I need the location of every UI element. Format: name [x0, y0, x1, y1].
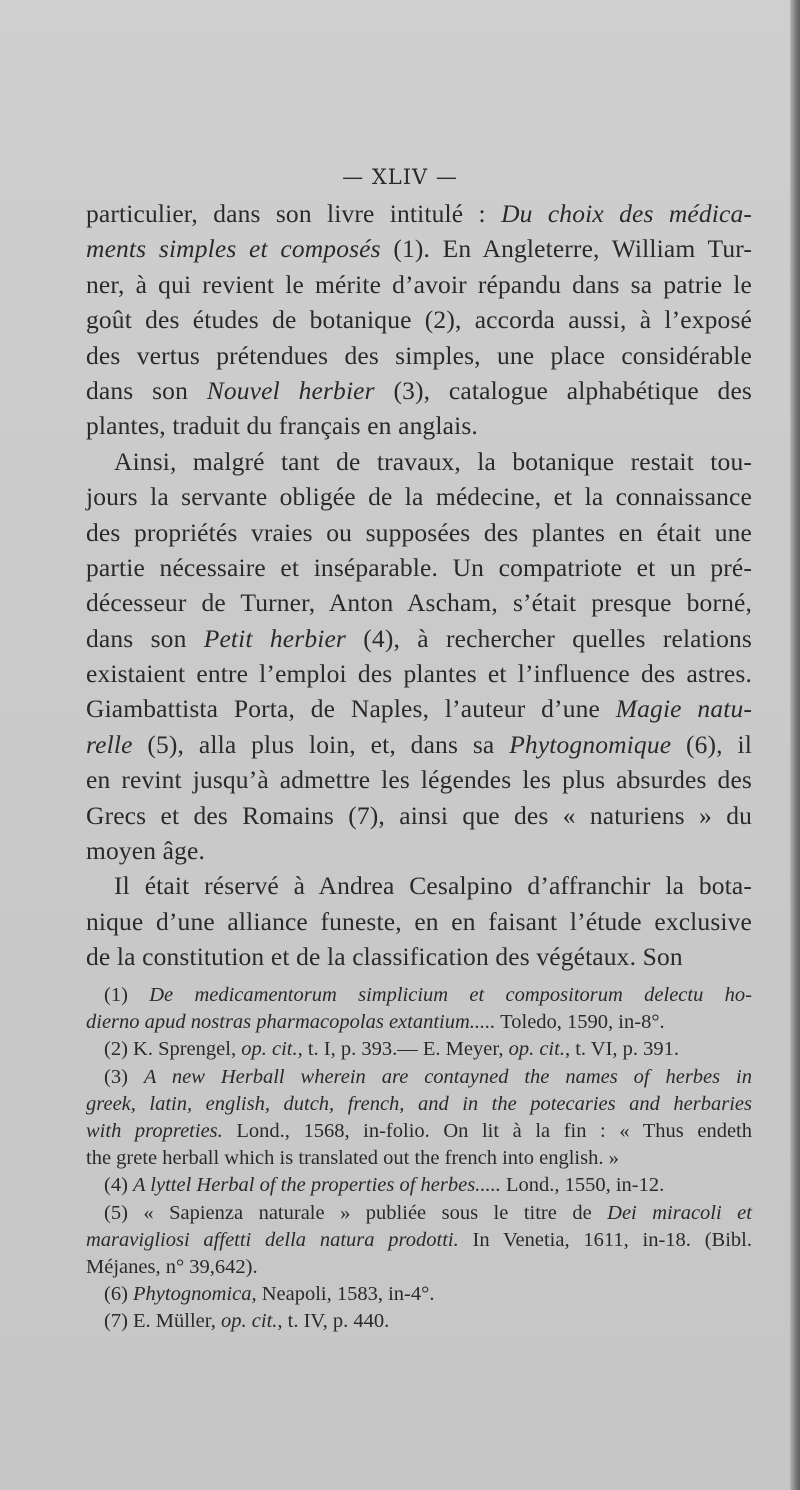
- body-line: [86, 373, 752, 408]
- body-text: [86, 196, 752, 975]
- body-line: [86, 408, 752, 443]
- text-run: Lond., 1550, in-12.: [500, 1174, 665, 1197]
- text-run: (2) K. Sprengel,: [104, 1038, 242, 1061]
- text-run: , t. VI, p. 391.: [564, 1038, 680, 1061]
- text-run: des propriétés vraies ou supposées des plantes en était une: [86, 517, 752, 547]
- text-run: (5) « Sapienza naturale » publiée sous le titre de: [104, 1201, 608, 1224]
- text-run: In Venetia, 1611, in-18. (Bibl.: [458, 1228, 752, 1251]
- text-run: particulier, dans son livre intitulé :: [86, 199, 502, 228]
- body-line: [86, 939, 752, 974]
- text-run: nique d’une alliance funeste, en en faisant l’étude exclusive: [86, 906, 752, 936]
- body-line: [86, 904, 752, 939]
- text-run: Ainsi, malgré tant de travaux, la botanique restait tou-: [114, 446, 752, 476]
- body-line: [86, 231, 752, 266]
- text-run: partie nécessaire et inséparable. Un compatriote et un pré-: [86, 552, 752, 582]
- text-run: (7) E. Müller,: [104, 1310, 222, 1333]
- body-line: [86, 444, 752, 479]
- text-run: de la constitution et de la classification des végétaux. Son: [86, 942, 683, 972]
- text-run: Dei miracoli et: [607, 1201, 752, 1224]
- footnote-line: [86, 1009, 752, 1036]
- text-run: en revint jusqu’à admettre les légendes les plus absurdes des: [86, 765, 752, 795]
- text-run: (4), à rechercher quelles relations: [346, 623, 752, 653]
- text-run: greek, latin, english, dutch, french, and in the potecaries and herbaries: [86, 1092, 752, 1115]
- page-edge: [790, 0, 800, 1490]
- text-run: op. cit.: [241, 1038, 298, 1061]
- page-number: — XLIV —: [342, 165, 458, 189]
- body-line: [86, 585, 752, 620]
- text-run: Du choix des médica-: [501, 199, 752, 228]
- text-run: des vertus prétendues des simples, une place considérable: [86, 340, 752, 370]
- text-run: op. cit.: [221, 1310, 278, 1333]
- text-run: the grete herball which is translated out the french into english. »: [86, 1147, 619, 1170]
- text-run: A new Herball wherein are contayned the names of herbes in: [143, 1065, 752, 1088]
- text-run: existaient entre l’emploi des plantes et l’influence des astres.: [86, 659, 752, 689]
- footnote-line: [86, 1091, 752, 1118]
- text-run: Il était réservé à Andrea Cesalpino d’affranchir la bota-: [114, 871, 752, 901]
- footnote-line: [86, 1200, 752, 1227]
- body-line: [86, 798, 752, 833]
- text-run: (5), alla plus loin, et, dans sa: [132, 729, 510, 759]
- text-run: décesseur de Turner, Anton Ascham, s’était presque borné,: [86, 588, 752, 618]
- text-run: maravigliosi affetti della natura prodotti.: [86, 1228, 459, 1251]
- body-line: [86, 833, 752, 868]
- text-run: goût des études de botanique (2), accorda aussi, à l’exposé: [86, 305, 752, 335]
- text-run: (3): [104, 1065, 144, 1088]
- body-line: [86, 267, 752, 302]
- text-run: Giambattista Porta, de Naples, l’auteur d’une: [86, 694, 616, 724]
- text-run: ner, à qui revient le mérite d’avoir répandu dans sa patrie le: [86, 269, 752, 299]
- body-line: [86, 479, 752, 514]
- footnote-line: [86, 1064, 752, 1091]
- text-run: (3), catalogue alphabétique des: [374, 375, 752, 405]
- body-line: [86, 691, 752, 726]
- text-run: Grecs et des Romains (7), ainsi que des « naturiens » du: [86, 800, 752, 830]
- text-run: (6), il: [671, 729, 752, 759]
- body-line: [86, 196, 752, 231]
- footnote-line: [86, 1172, 752, 1199]
- text-run: plantes, traduit du français en anglais.: [86, 411, 478, 441]
- text-run: De medicamentorum simplicium et compositorum delectu ho-: [149, 984, 752, 1006]
- text-run: Lond., 1568, in-folio. On lit à la fin : « Thus endeth: [222, 1119, 752, 1142]
- text-run: Toledo, 1590, in-8°.: [495, 1011, 665, 1034]
- text-run: Petit herbier: [203, 623, 347, 653]
- text-run: Phytognomica,: [133, 1283, 257, 1306]
- footnote-line: [86, 1227, 752, 1254]
- footnote-line: [86, 1281, 752, 1308]
- body-line: [86, 515, 752, 550]
- text-run: Neapoli, 1583, in-4°.: [256, 1283, 435, 1306]
- text-run: , t. IV, p. 440.: [277, 1310, 390, 1333]
- body-line: [86, 550, 752, 585]
- text-run: op. cit.: [508, 1038, 565, 1061]
- text-run: (1): [104, 984, 150, 1006]
- text-run: (1). En Angleterre, William Tur-: [380, 234, 752, 264]
- body-line: [86, 868, 752, 903]
- text-run: Magie natu-: [615, 694, 752, 724]
- body-line: [86, 656, 752, 691]
- body-line: [86, 621, 752, 656]
- footnotes: [86, 982, 752, 1335]
- text-run: dierno apud nostras pharmacopolas extantium.....: [86, 1011, 496, 1034]
- text-run: moyen âge.: [86, 836, 206, 866]
- footnote-line: [86, 1036, 752, 1063]
- text-run: Nouvel herbier: [206, 375, 375, 405]
- text-run: ments simples et composés: [86, 234, 381, 264]
- text-run: with propreties.: [86, 1119, 223, 1142]
- text-run: A lyttel Herbal of the properties of herbes.....: [133, 1174, 501, 1197]
- text-run: Phytognomique: [509, 729, 672, 759]
- text-run: (4): [104, 1174, 134, 1197]
- body-line: [86, 302, 752, 337]
- text-run: dans son: [86, 375, 207, 405]
- footnote-line: [86, 982, 752, 1009]
- footnote-line: [86, 1145, 752, 1172]
- footnote-line: [86, 1118, 752, 1145]
- text-run: jours la servante obligée de la médecine, et la connaissance: [86, 482, 752, 512]
- text-run: (6): [104, 1283, 134, 1306]
- body-line: [86, 338, 752, 373]
- text-run: , t. I, p. 393.— E. Meyer,: [297, 1038, 509, 1061]
- text-run: dans son: [86, 623, 204, 653]
- text-run: relle: [86, 729, 133, 759]
- body-line: [86, 727, 752, 762]
- body-line: [86, 762, 752, 797]
- text-run: Méjanes, n° 39,642).: [86, 1255, 258, 1278]
- footnote-line: [86, 1254, 752, 1281]
- footnote-line: [86, 1308, 752, 1335]
